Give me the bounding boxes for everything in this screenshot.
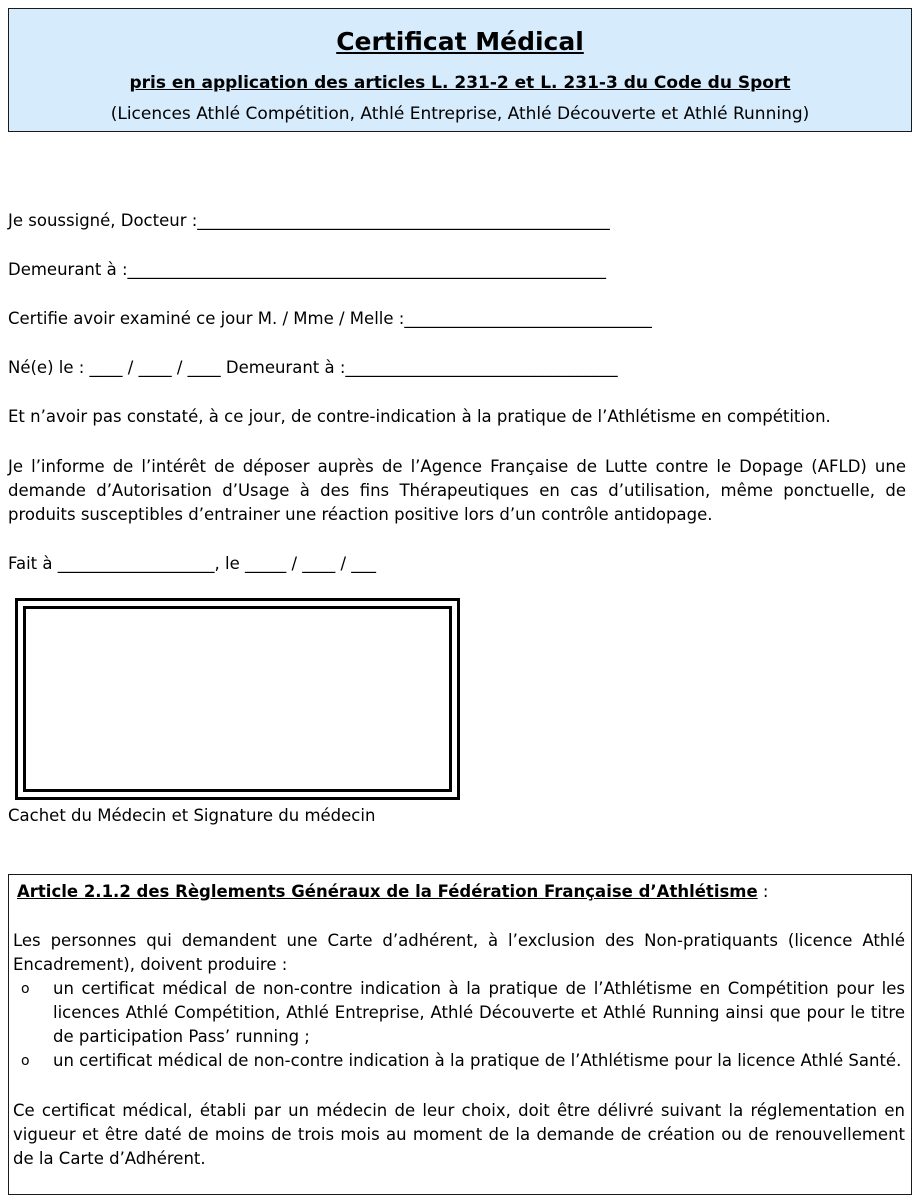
bullet-circle-icon: o: [21, 981, 30, 997]
list-item-text: un certificat médical de non-contre indication à la pratique de l’Athlétisme en Compétition pour les licences Athlé Compétition, Athlé Entreprise, Athlé Découverte et Athlé Running ainsi que pour le titre de participation Pass’ running ;: [53, 979, 905, 1046]
stamp-signature-inner-frame: [23, 606, 452, 792]
patient-name-field[interactable]: Certifie avoir examiné ce jour M. / Mme / Melle :______________________________: [8, 309, 652, 328]
header-box: [8, 8, 912, 132]
doctor-residence-field[interactable]: Demeurant à :__________________________________________________________: [8, 260, 607, 279]
article-box: [8, 874, 912, 1195]
article-intro: Les personnes qui demandent une Carte d’adhérent, à l’exclusion des Non-pratiquants (licence Athlé Encadrement), doivent produire :: [13, 931, 905, 974]
article-title: Article 2.1.2 des Règlements Généraux de la Fédération Française d’Athlétisme: [17, 882, 758, 901]
doctor-name-field[interactable]: Je soussigné, Docteur :__________________________________________________: [8, 211, 610, 230]
afld-information-paragraph: Je l’informe de l’intérêt de déposer auprès de l’Agence Française de Lutte contre le Dopage (AFLD) une demande d’Autorisation d’Usage à des fins Thérapeutiques en cas d’utilisation, même ponctuelle, de produits susceptibles d’entrainer une réaction positive lors d’un contrôle antidopage.: [8, 457, 906, 524]
document-title: Certificat Médical: [336, 27, 584, 56]
no-contraindication-statement: Et n’avoir pas constaté, à ce jour, de contre-indication à la pratique de l’Athlétisme en compétition.: [8, 407, 831, 426]
place-date-field[interactable]: Fait à ___________________, le _____ / ____ / ___: [8, 554, 377, 573]
article-heading: [17, 881, 769, 903]
article-title-colon: :: [757, 882, 769, 901]
patient-birth-residence-field[interactable]: Né(e) le : ____ / ____ / ____ Demeurant à :_________________________________: [8, 358, 618, 377]
stamp-caption: Cachet du Médecin et Signature du médecin: [8, 806, 376, 825]
article-conclusion: Ce certificat médical, établi par un médecin de leur choix, doit être délivré suivant la réglementation en vigueur et être daté de moins de trois mois au moment de la demande de création ou de renouvellement de la Carte d’Adhérent.: [13, 1101, 905, 1168]
licence-types: (Licences Athlé Compétition, Athlé Entreprise, Athlé Découverte et Athlé Running): [110, 104, 810, 124]
legal-reference: pris en application des articles L. 231-2 et L. 231-3 du Code du Sport: [129, 73, 791, 93]
bullet-circle-icon: o: [21, 1053, 30, 1069]
list-item-text: un certificat médical de non-contre indication à la pratique de l’Athlétisme pour la licence Athlé Santé.: [53, 1051, 902, 1070]
stamp-signature-box[interactable]: [15, 598, 460, 800]
